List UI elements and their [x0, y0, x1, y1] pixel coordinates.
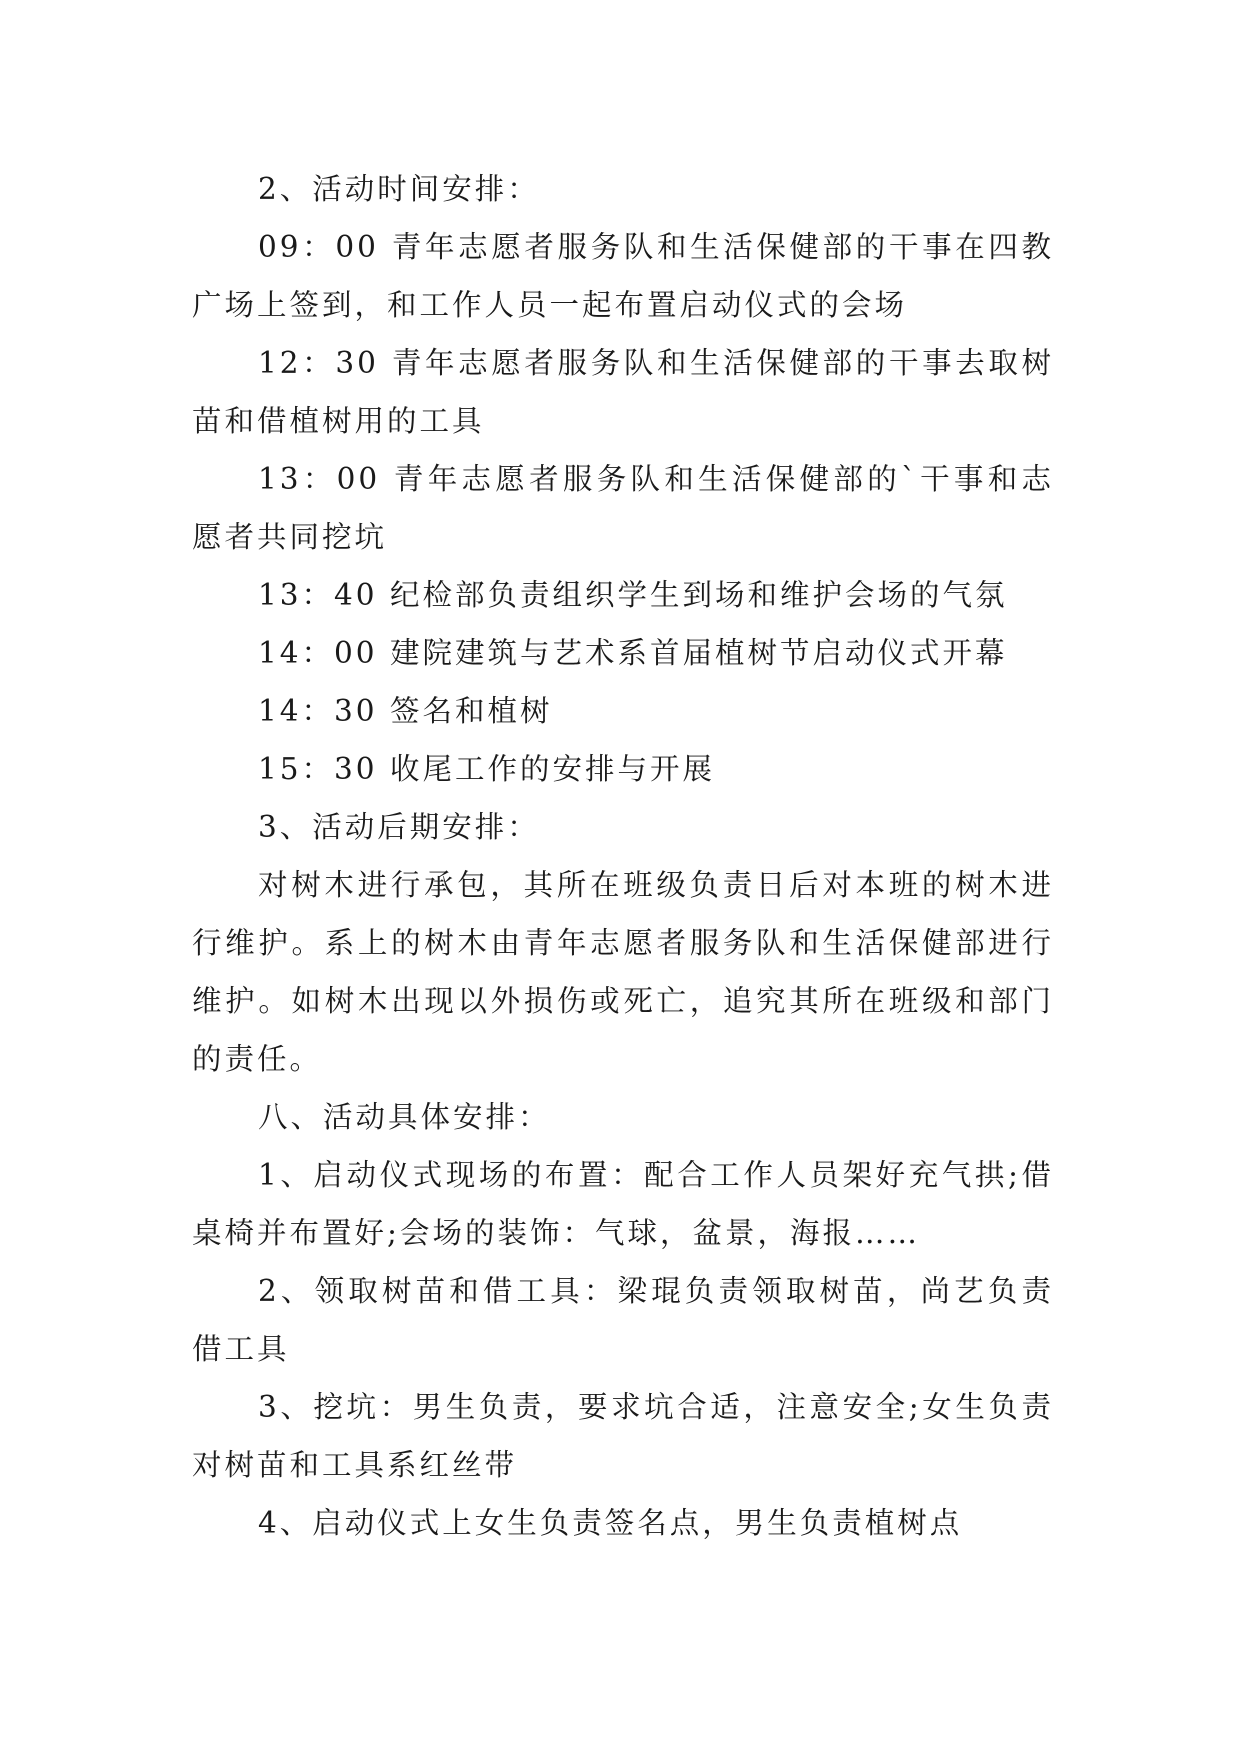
schedule-item-1530: 15：30 收尾工作的安排与开展	[258, 752, 715, 786]
schedule-item-1300: 13：00 青年志愿者服务队和生活保健部的`干事和志愿者共同挖坑	[192, 462, 1054, 554]
schedule-heading: 2、活动时间安排：	[258, 172, 540, 206]
schedule-item-1430: 14：30 签名和植树	[258, 694, 553, 728]
arrangement-item-4: 4、启动仪式上女生负责签名点，男生负责植树点	[258, 1506, 963, 1540]
section-eight-heading: 八、活动具体安排：	[258, 1100, 551, 1134]
schedule-item-1340: 13：40 纪检部负责组织学生到场和维护会场的气氛	[258, 578, 1008, 612]
arrangement-item-3: 3、挖坑：男生负责，要求坑合适，注意安全;女生负责对树苗和工具系红丝带	[192, 1390, 1054, 1482]
post-activity-heading: 3、活动后期安排：	[258, 810, 540, 844]
schedule-item-1400: 14：00 建院建筑与艺术系首届植树节启动仪式开幕	[258, 636, 1008, 670]
arrangement-item-2: 2、领取树苗和借工具：梁琨负责领取树苗，尚艺负责借工具	[192, 1274, 1054, 1366]
schedule-item-1230: 12：30 青年志愿者服务队和生活保健部的干事去取树苗和借植树用的工具	[192, 346, 1054, 438]
schedule-item-0900: 09：00 青年志愿者服务队和生活保健部的干事在四教广场上签到，和工作人员一起布置启动仪式的会场	[192, 230, 1054, 322]
document-page	[192, 160, 1054, 1552]
arrangement-item-1: 1、启动仪式现场的布置：配合工作人员架好充气拱;借桌椅并布置好;会场的装饰：气球，盆景，海报……	[192, 1158, 1054, 1250]
post-activity-text: 对树木进行承包，其所在班级负责日后对本班的树木进行维护。系上的树木由青年志愿者服务队和生活保健部进行维护。如树木出现以外损伤或死亡，追究其所在班级和部门的责任。	[192, 868, 1054, 1076]
